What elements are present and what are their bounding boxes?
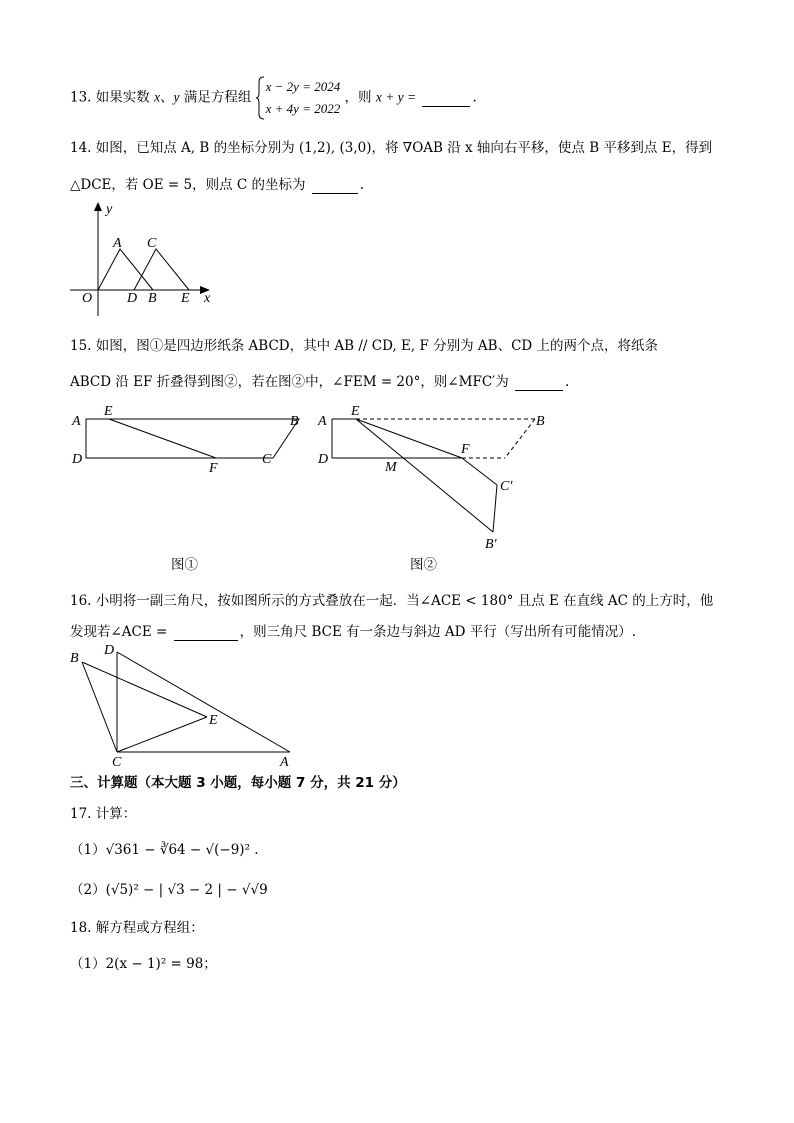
q16-text-a: 发现若∠ACE = — [70, 624, 168, 640]
brace-icon — [256, 76, 265, 120]
q17-p2-expression: (√5)² − | √3 − 2 | − √√9 — [105, 882, 268, 898]
q16-triangles-figure — [64, 640, 304, 770]
answer-blank-15[interactable] — [515, 374, 563, 391]
q16-label-b: B — [70, 651, 79, 666]
answer-blank-14[interactable] — [312, 177, 358, 194]
y-arrow-icon — [94, 202, 102, 211]
q13-mid: 满足方程组 — [183, 89, 252, 106]
edge-da — [117, 652, 290, 752]
q16-label-e: E — [209, 713, 218, 728]
fig2-label-b: B — [536, 414, 545, 429]
q16-label-d: D — [104, 643, 115, 658]
fig2-label-a: A — [318, 414, 327, 429]
label-o: O — [82, 291, 93, 306]
fig2-label-f: F — [461, 442, 470, 457]
fig2-label-m: M — [385, 460, 397, 475]
q17-part-2 — [70, 878, 268, 898]
edge-ce — [117, 717, 207, 752]
fig2-label-d: D — [318, 452, 329, 467]
q18-title: 18. 解方程或方程组： — [70, 920, 204, 936]
q17-p2-label: （2） — [70, 882, 106, 898]
q13-vars: x、y — [154, 89, 180, 105]
label-x: x — [204, 291, 211, 306]
label-y: y — [106, 202, 113, 217]
q15-figure-2 — [310, 398, 570, 558]
label-e: E — [181, 291, 190, 306]
edge-fc-prime — [462, 458, 497, 485]
q17-p1-expression: √361 − ∛64 − √(−9)² . — [105, 842, 259, 858]
q14-line2 — [70, 173, 364, 194]
q15-text: ABCD 沿 EF 折叠得到图②，若在图②中，∠FEM = 20°，则∠MFC′为 — [70, 374, 509, 390]
fig2-label-c-prime: C′ — [500, 479, 513, 494]
edge-be — [82, 662, 207, 717]
triangle-dce — [134, 249, 189, 290]
q15-line2 — [70, 370, 569, 391]
equation-system — [256, 76, 341, 120]
q16-line2 — [70, 620, 636, 641]
q14-text: △DCE，若 OE = 5，则点 C 的坐标为 — [70, 177, 306, 193]
edge-c-prime-b-prime — [493, 485, 497, 532]
q16-line1: 16. 小明将一副三角尺，按如图所示的方式叠放在一起．当∠ACE < 180° 且点 E 在直线 AC 的上方时，他 — [70, 593, 714, 609]
label-c: C — [147, 236, 157, 251]
dashed-bc — [505, 419, 535, 458]
q15-figure-1 — [66, 398, 316, 478]
equation-2: x + 4y = 2022 — [265, 101, 341, 116]
fig2-label-e: E — [351, 404, 360, 419]
caption-figure-1: 图① — [171, 557, 198, 573]
fig1-label-c: C — [262, 452, 272, 467]
q13-number: 13. 如果实数 — [70, 89, 150, 106]
q15-line1: 15. 如图，图①是四边形纸条 ABCD，其中 AB // CD, E, F 分别为 AB、CD 上的两个点，将纸条 — [70, 338, 659, 354]
fig1-label-f: F — [209, 461, 218, 476]
q15-period: . — [565, 374, 570, 390]
q14-coordinate-figure — [68, 198, 228, 318]
section-3-heading: 三、计算题（本大题 3 小题，每小题 7 分，共 21 分） — [70, 775, 406, 791]
q16-label-c: C — [112, 755, 122, 770]
caption-figure-2: 图② — [410, 557, 437, 573]
fold-line-ef — [356, 419, 462, 458]
q16-text-b: ，则三角尺 BCE 有一条边与斜边 AD 平行（写出所有可能情况）. — [239, 624, 637, 640]
label-a: A — [113, 236, 122, 251]
label-d: D — [127, 291, 138, 306]
answer-blank-13[interactable] — [422, 90, 470, 107]
fig1-label-a: A — [72, 414, 81, 429]
q14-period: . — [359, 177, 365, 193]
fig2-label-b-prime: B′ — [485, 537, 497, 552]
q17-part-1 — [70, 838, 259, 858]
q18-p1-label: （1） — [70, 956, 106, 972]
q18-part-1 — [70, 952, 217, 972]
label-b: B — [148, 291, 157, 306]
equation-1: x − 2y = 2024 — [265, 79, 341, 94]
fig1-label-e: E — [104, 404, 113, 419]
q13-after: ，则 — [344, 89, 372, 106]
fig1-label-b: B — [290, 414, 299, 429]
question-13 — [70, 76, 477, 120]
fold-line-ef — [109, 419, 216, 458]
q17-title: 17. 计算： — [70, 806, 137, 822]
answer-blank-16[interactable] — [174, 624, 238, 641]
q18-p1-expression: 2(x − 1)² = 98； — [105, 956, 217, 972]
q14-line1: 14. 如图，已知点 A, B 的坐标分别为 (1,2), (3,0)，将 ∇OAB 沿 x 轴向右平移，使点 B 平移到点 E，得到 — [70, 140, 713, 156]
q16-label-a: A — [280, 755, 289, 770]
fig1-label-d: D — [72, 452, 83, 467]
q17-p1-label: （1） — [70, 842, 106, 858]
q13-expr: x + y = — [375, 89, 417, 105]
q13-end: . — [472, 89, 477, 106]
edge-eb-prime — [356, 419, 493, 532]
